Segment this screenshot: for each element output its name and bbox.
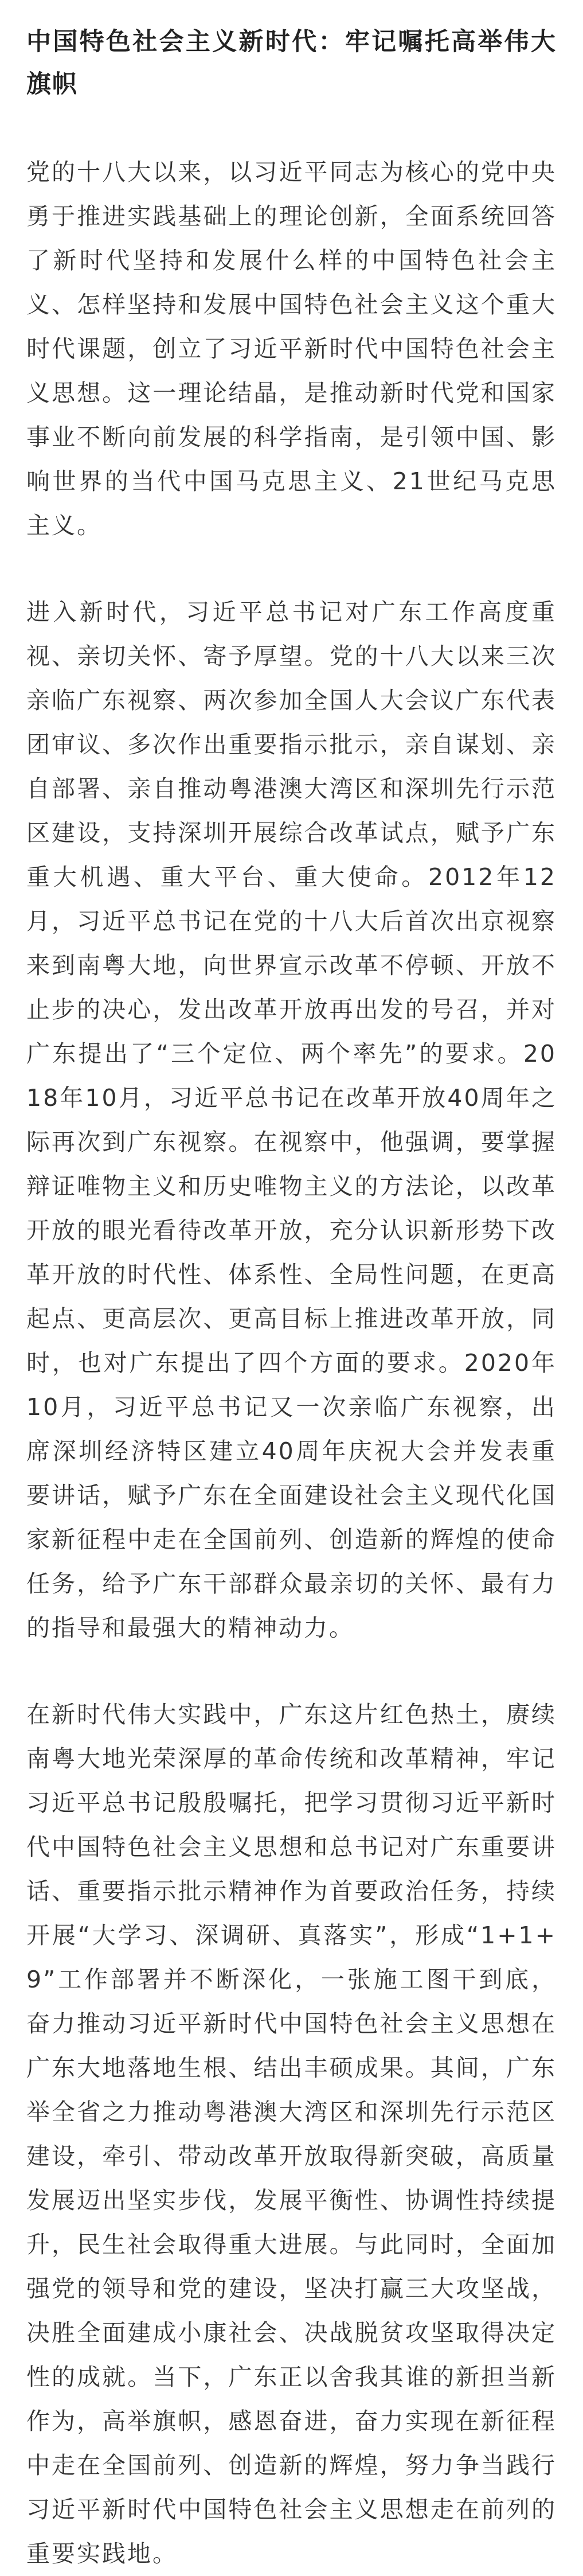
article-paragraph: 党的十八大以来，以习近平同志为核心的党中央勇于推进实践基础上的理论创新，全面系统回答了新时代坚持和发展什么样的中国特色社会主义、怎样坚持和发展中国特色社会主义这个重大时代课题，创立了习近平新时代中国特色社会主义思想。这一理论结晶，是推动新时代党和国家事业不断向前发展的科学指南，是引领中国、影响世界的当代中国马克思主义、21世纪马克思主义。 (26, 158, 557, 539)
article-title: 中国特色社会主义新时代：牢记嘱托高举伟大旗帜 (26, 28, 557, 99)
article-paragraph: 进入新时代，习近平总书记对广东工作高度重视、亲切关怀、寄予厚望。党的十八大以来三次亲临广东视察、两次参加全国人大会议广东代表团审议、多次作出重要指示批示，亲自谋划、亲自部署、亲自推动粤港澳大湾区和深圳先行示范区建设，支持深圳开展综合改革试点，赋予广东重大机遇、重大平台、重大使命。2012年12月，习近平总书记在党的十八大后首次出京视察来到南粤大地，向世界宣示改革不停顿、开放不止步的决心，发出改革开放再出发的号召，并对广东提出了“三个定位、两个率先”的要求。2018年10月，习近平总书记在改革开放40周年之际再次到广东视察。在视察中，他强调，要掌握辩证唯物主义和历史唯物主义的方法论，以改革开放的眼光看待改革开放，充分认识新形势下改革开放的时代性、体系性、全局性问题，在更高起点、更高层次、更高目标上推进改革开放，同时，也对广东提出了四个方面的要求。2020年10月，习近平总书记又一次亲临广东视察，出席深圳经济特区建立40周年庆祝大会并发表重要讲话，赋予广东在全面建设社会主义现代化国家新征程中走在全国前列、创造新的辉煌的使命任务，给予广东干部群众最亲切的关怀、最有力的指导和最强大的精神动力。 (26, 598, 557, 1642)
article-paragraph: 在新时代伟大实践中，广东这片红色热土，赓续南粤大地光荣深厚的革命传统和改革精神，牢记习近平总书记殷殷嘱托，把学习贯彻习近平新时代中国特色社会主义思想和总书记对广东重要讲话、重要指示批示精神作为首要政治任务，持续开展“大学习、深调研、真落实”，形成“1+1+9”工作部署并不断深化，一张施工图干到底，奋力推动习近平新时代中国特色社会主义思想在广东大地落地生根、结出丰硕成果。其间，广东举全省之力推动粤港澳大湾区和深圳先行示范区建设，牵引、带动改革开放取得新突破，高质量发展迈出坚实步伐，发展平衡性、协调性持续提升，民生社会取得重大进展。与此同时，全面加强党的领导和党的建设，坚决打赢三大攻坚战，决胜全面建成小康社会、决战脱贫攻坚取得决定性的成就。当下，广东正以舍我其谁的新担当新作为，高举旗帜，感恩奋进，奋力实现在新征程中走在全国前列、创造新的辉煌，努力争当践行习近平新时代中国特色社会主义思想走在前列的重要实践地。 (26, 1701, 557, 2567)
